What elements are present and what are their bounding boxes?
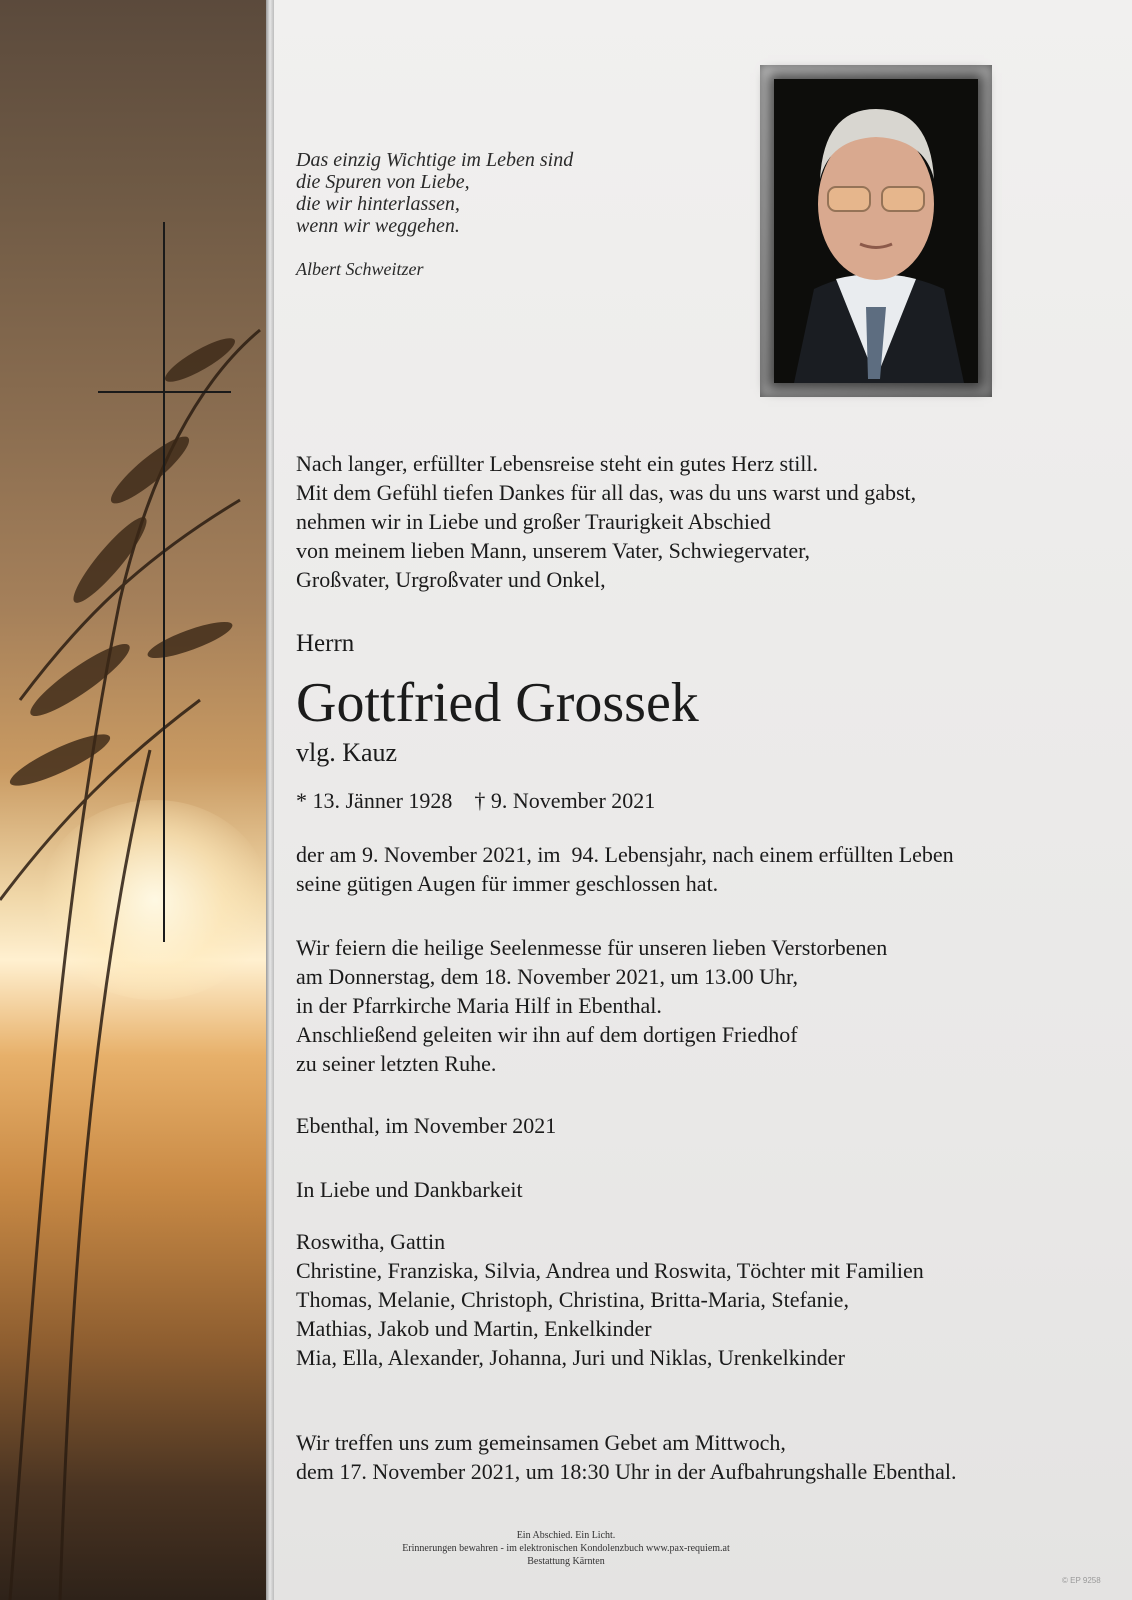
passing-line: der am 9. November 2021, im 94. Lebensjahr, nach einem erfüllten Leben	[296, 842, 954, 867]
family-line: Roswitha, Gattin	[296, 1229, 446, 1254]
thanks-line: In Liebe und Dankbarkeit	[296, 1177, 523, 1202]
family-line: Thomas, Melanie, Christoph, Christina, Britta-Maria, Stefanie,	[296, 1287, 849, 1312]
footer	[296, 1529, 836, 1568]
portrait-image	[774, 79, 978, 383]
prayer-line: dem 17. November 2021, um 18:30 Uhr in der Aufbahrungshalle Ebenthal.	[296, 1459, 957, 1484]
quote-author: Albert Schweitzer	[296, 259, 424, 279]
mass-line: am Donnerstag, dem 18. November 2021, um 13.00 Uhr,	[296, 964, 798, 989]
intro-line: Großvater, Urgroßvater und Onkel,	[296, 567, 606, 592]
mass-line: Anschließend geleiten wir ihn auf dem dortigen Friedhof	[296, 1022, 798, 1047]
document-code: © EP 9258	[1062, 1576, 1101, 1585]
salutation: Herrn	[296, 630, 355, 657]
memorial-quote	[296, 149, 716, 237]
passing-line: seine gütigen Augen für immer geschlossen hat.	[296, 871, 719, 896]
prayer-text	[296, 1428, 1096, 1486]
cross-icon-horizontal	[98, 391, 231, 393]
intro-line: nehmen wir in Liebe und großer Traurigkeit Abschied	[296, 509, 771, 534]
family-line: Christine, Franziska, Silvia, Andrea und Roswita, Töchter mit Familien	[296, 1258, 924, 1283]
portrait-frame	[760, 65, 992, 397]
sunset-background-strip	[0, 0, 270, 1600]
life-dates: * 13. Jänner 1928 † 9. November 2021	[296, 788, 656, 813]
mass-line: zu seiner letzten Ruhe.	[296, 1051, 497, 1076]
family-line: Mathias, Jakob und Martin, Enkelkinder	[296, 1316, 652, 1341]
family-line: Mia, Ella, Alexander, Johanna, Juri und Niklas, Urenkelkinder	[296, 1345, 845, 1370]
intro-line: von meinem lieben Mann, unserem Vater, Schwiegervater,	[296, 538, 811, 563]
deceased-name: Gottfried Grossek	[296, 672, 699, 734]
mass-line: in der Pfarrkirche Maria Hilf in Ebenthal.	[296, 993, 662, 1018]
quote-line: Das einzig Wichtige im Leben sind	[296, 149, 574, 171]
cross-icon-vertical	[163, 222, 165, 942]
footer-line: Ein Abschied. Ein Licht.	[516, 1530, 616, 1541]
portrait-photo	[774, 79, 978, 383]
deceased-nickname: vlg. Kauz	[296, 738, 398, 767]
mass-line: Wir feiern die heilige Seelenmesse für unseren lieben Verstorbenen	[296, 935, 888, 960]
grass-silhouette	[0, 0, 270, 1600]
footer-line: Erinnerungen bewahren - im elektronischen Kondolenzbuch www.pax-requiem.at	[402, 1543, 730, 1554]
place-date: Ebenthal, im November 2021	[296, 1113, 557, 1138]
footer-line: Bestattung Kärnten	[527, 1556, 605, 1567]
intro-line: Nach langer, erfüllter Lebensreise steht ein gutes Herz still.	[296, 451, 819, 476]
intro-text	[296, 449, 1096, 594]
passing-text	[296, 840, 1096, 898]
intro-line: Mit dem Gefühl tiefen Dankes für all das, was du uns warst und gabst,	[296, 480, 917, 505]
quote-line: die Spuren von Liebe,	[296, 171, 470, 193]
quote-line: wenn wir weggehen.	[296, 215, 460, 237]
family-list	[296, 1227, 1096, 1372]
prayer-line: Wir treffen uns zum gemeinsamen Gebet am Mittwoch,	[296, 1430, 786, 1455]
strip-divider	[266, 0, 274, 1600]
mass-text	[296, 933, 1096, 1078]
quote-line: die wir hinterlassen,	[296, 193, 460, 215]
